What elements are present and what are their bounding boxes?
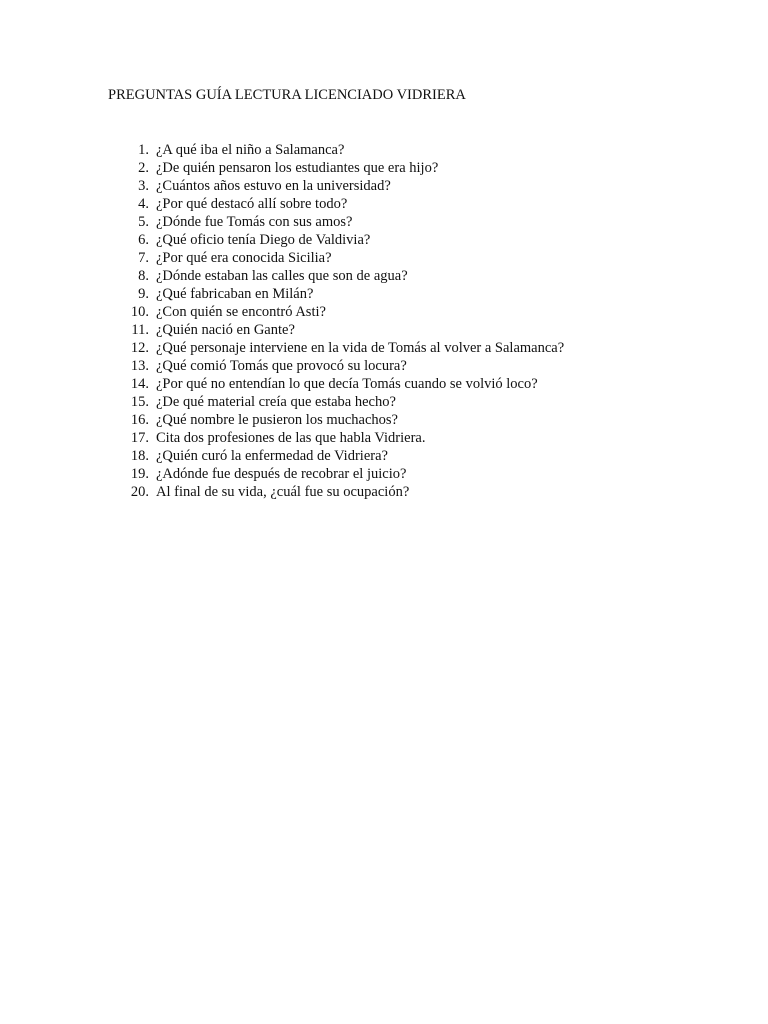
question-text: ¿Qué nombre le pusieron los muchachos? <box>156 412 398 428</box>
question-number: 9. <box>138 286 149 302</box>
question-text: ¿Adónde fue después de recobrar el juicio? <box>156 466 407 482</box>
question-text: ¿Con quién se encontró Asti? <box>156 304 326 320</box>
question-text: ¿Dónde estaban las calles que son de agua? <box>156 268 408 284</box>
question-text: ¿Por qué destacó allí sobre todo? <box>156 196 348 212</box>
question-text: ¿Por qué no entendían lo que decía Tomás cuando se volvió loco? <box>156 376 538 392</box>
question-text: ¿De quién pensaron los estudiantes que era hijo? <box>156 160 439 176</box>
question-number: 15. <box>130 394 149 410</box>
question-number: 5. <box>138 214 149 230</box>
question-number: 11. <box>131 322 149 338</box>
question-text: ¿Por qué era conocida Sicilia? <box>156 250 332 266</box>
question-text: ¿Qué fabricaban en Milán? <box>156 286 314 302</box>
question-number: 14. <box>130 376 149 392</box>
question-text: ¿A qué iba el niño a Salamanca? <box>156 142 345 158</box>
question-text: ¿Qué personaje interviene en la vida de Tomás al volver a Salamanca? <box>156 340 565 356</box>
question-number: 12. <box>130 340 149 356</box>
question-number: 10. <box>130 304 149 320</box>
document-title: PREGUNTAS GUÍA LECTURA LICENCIADO VIDRIERA <box>108 87 466 103</box>
question-number: 4. <box>138 196 149 212</box>
question-text: Cita dos profesiones de las que habla Vidriera. <box>156 430 426 446</box>
question-number: 1. <box>138 142 149 158</box>
question-number: 16. <box>130 412 149 428</box>
question-text: ¿Qué oficio tenía Diego de Valdivia? <box>156 232 371 248</box>
question-text: Al final de su vida, ¿cuál fue su ocupación? <box>156 484 410 500</box>
question-number: 19. <box>130 466 149 482</box>
question-number: 2. <box>138 160 149 176</box>
question-text: ¿Cuántos años estuvo en la universidad? <box>156 178 391 194</box>
question-number: 17. <box>130 430 149 446</box>
question-text: ¿Quién curó la enfermedad de Vidriera? <box>156 448 388 464</box>
question-number: 6. <box>138 232 149 248</box>
question-number: 3. <box>138 178 149 194</box>
question-text: ¿Quién nació en Gante? <box>156 322 295 338</box>
question-number: 7. <box>138 250 149 266</box>
question-number: 20. <box>130 484 149 500</box>
question-text: ¿Dónde fue Tomás con sus amos? <box>156 214 353 230</box>
question-text: ¿Qué comió Tomás que provocó su locura? <box>156 358 407 374</box>
question-number: 13. <box>130 358 149 374</box>
question-number: 8. <box>138 268 149 284</box>
question-number: 18. <box>130 448 149 464</box>
question-text: ¿De qué material creía que estaba hecho? <box>156 394 396 410</box>
